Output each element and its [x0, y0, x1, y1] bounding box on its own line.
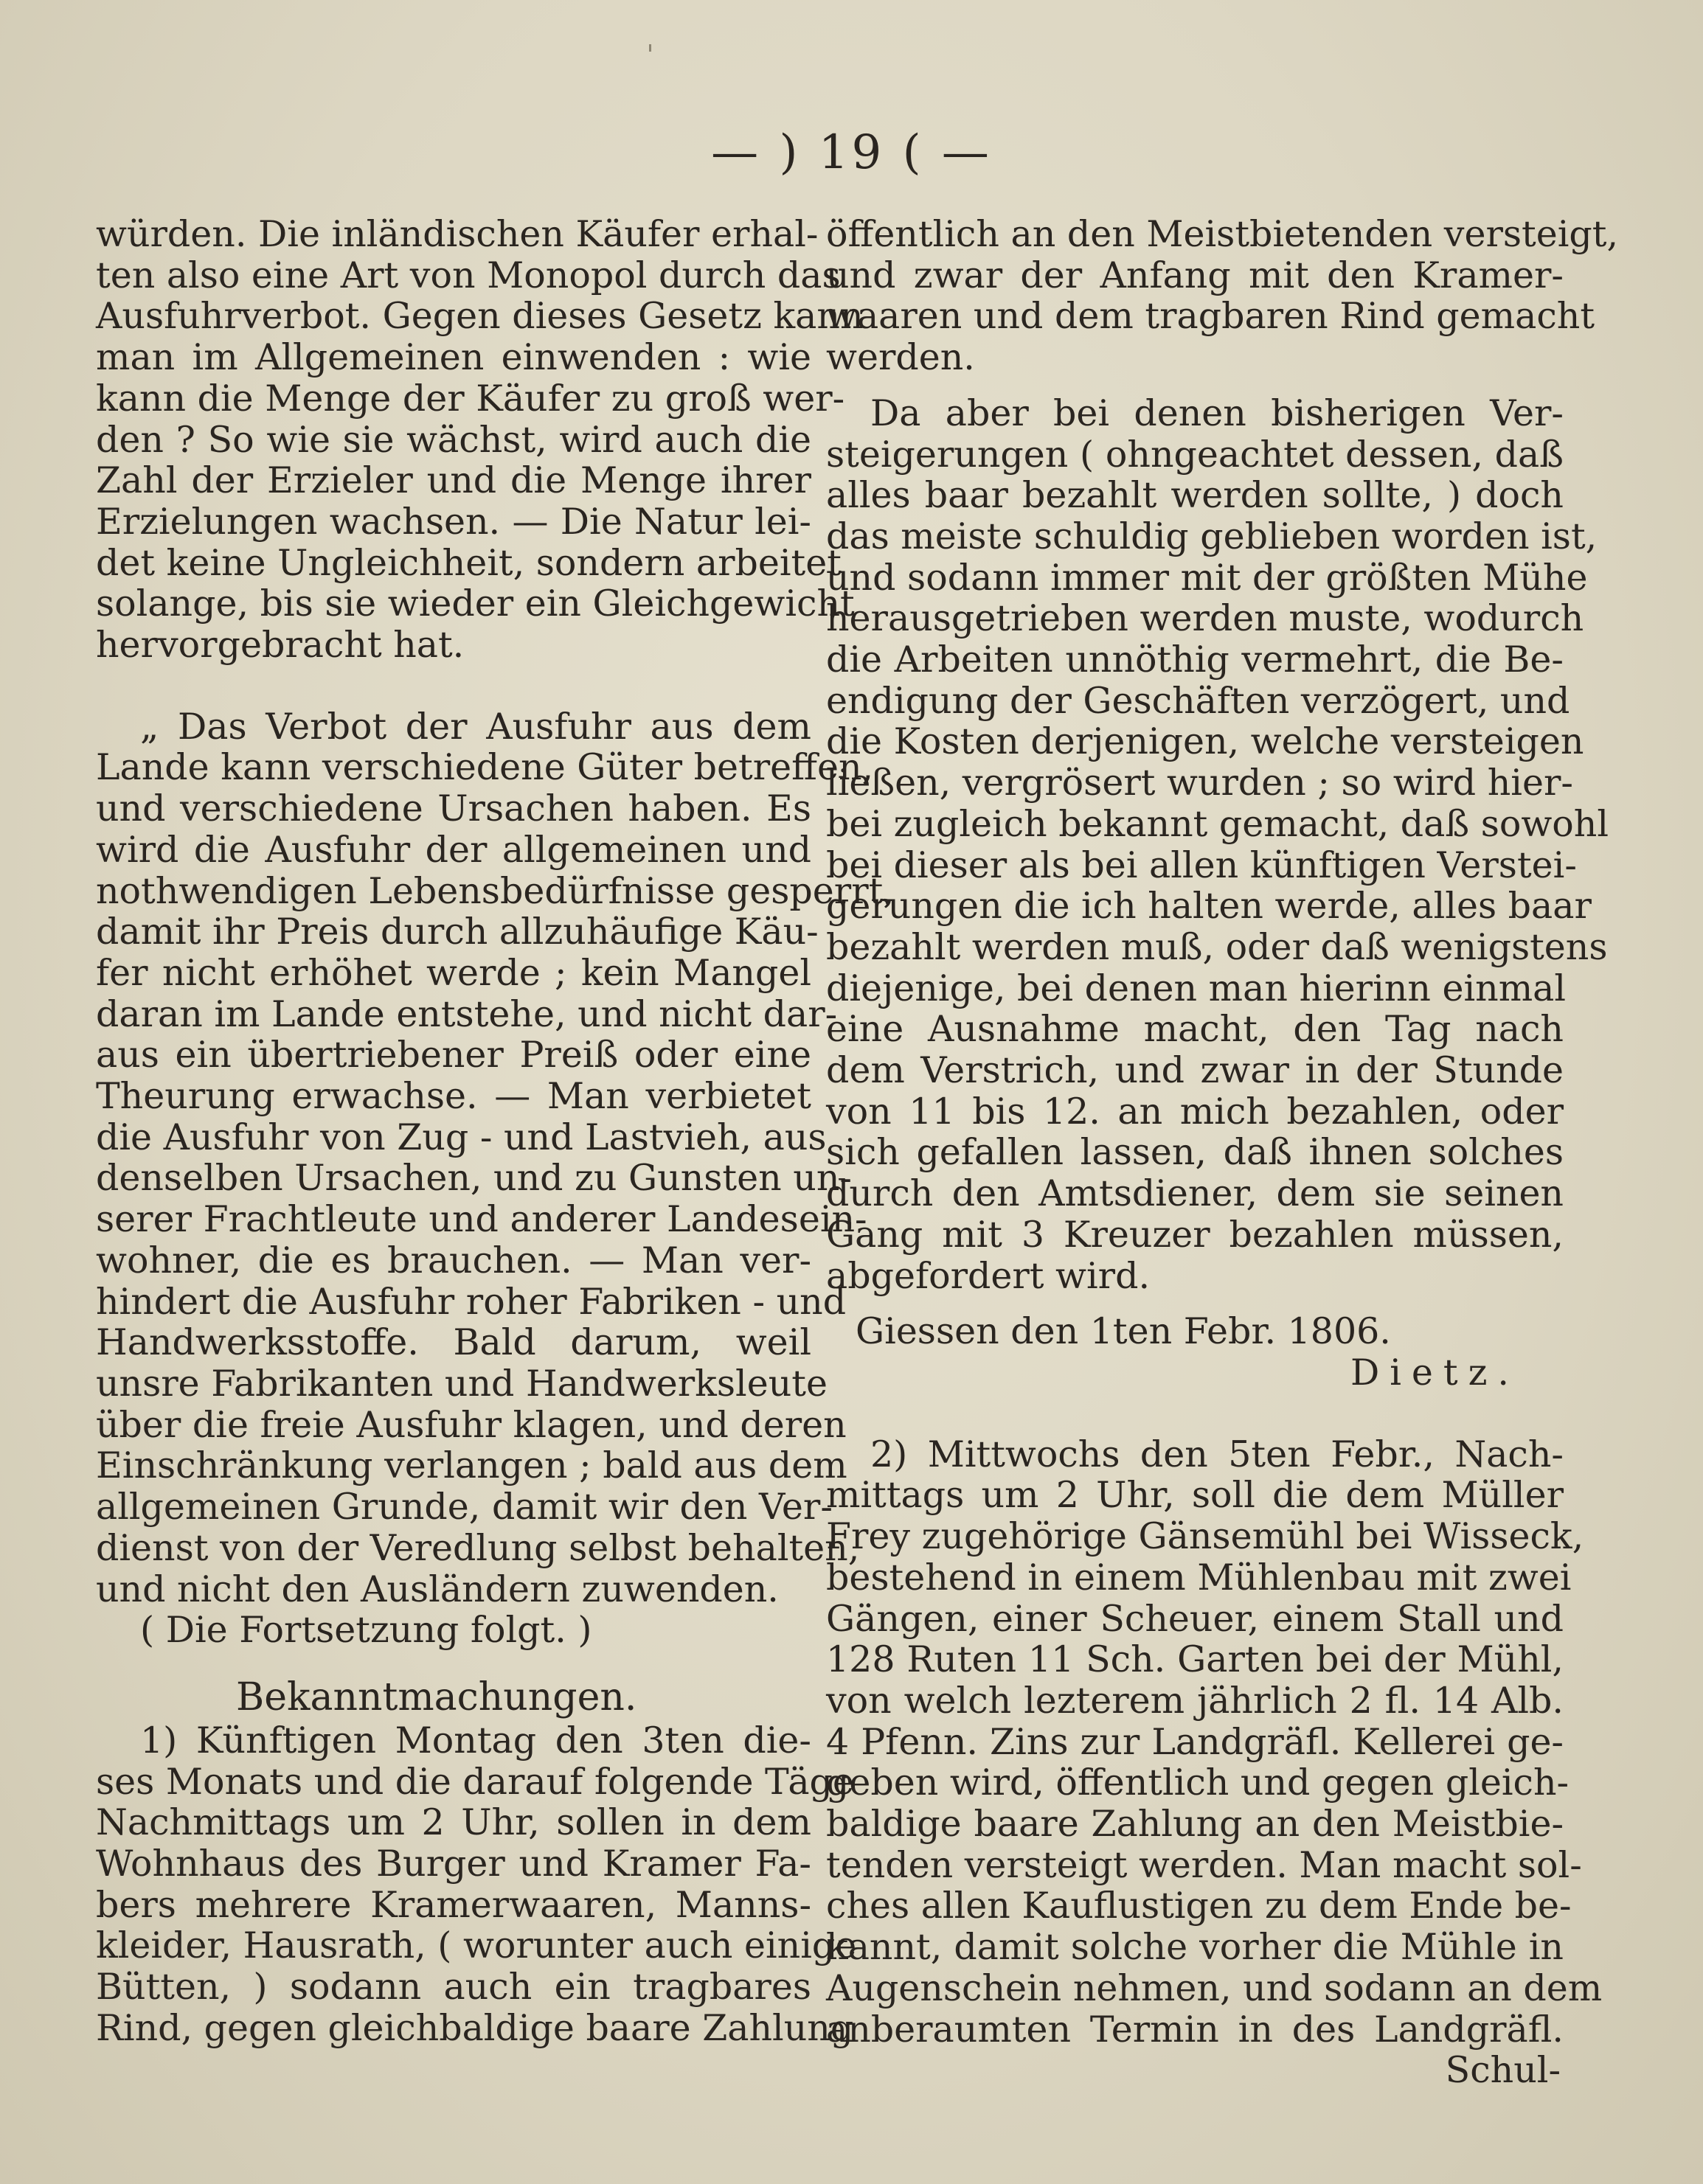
text-line: 128 Ruten 11 Sch. Garten bei der Mühl, — [826, 1638, 1564, 1681]
text-line: mittags um 2 Uhr, soll die dem Müller — [826, 1474, 1564, 1517]
text-line: Wohnhaus des Burger und Kramer Fa- — [96, 1843, 811, 1885]
signature: Dietz. — [1350, 1351, 1519, 1394]
text-line: Frey zugehörige Gänsemühl bei Wisseck, — [826, 1515, 1584, 1558]
section-heading: Bekanntmachungen. — [236, 1674, 637, 1719]
text-line: abgefordert wird. — [826, 1254, 1151, 1297]
article-paragraph-1 — [96, 213, 864, 667]
text-line: nothwendigen Lebensbedürfnisse gesperrt, — [96, 869, 895, 912]
text-line: Zahl der Erzieler und die Menge ihrer — [96, 459, 811, 502]
text-line: alles baar bezahlt werden sollte, ) doch — [826, 474, 1564, 517]
notice-1-continued — [826, 213, 1619, 379]
text-line: bei dieser als bei allen künftigen Verstei- — [826, 844, 1577, 886]
text-line: tenden versteigt werden. Man macht sol- — [826, 1843, 1582, 1886]
text-line: endigung der Geschäften verzögert, und — [826, 679, 1570, 722]
text-line: durch den Amtsdiener, dem sie seinen — [826, 1172, 1564, 1215]
text-line: Gängen, einer Scheuer, einem Stall und — [826, 1597, 1564, 1640]
notice-2 — [826, 1433, 1603, 2051]
text-line: und nicht den Ausländern zuwenden. — [96, 1568, 779, 1610]
text-line: den ? So wie sie wächst, wird auch die — [96, 418, 811, 461]
text-line: und zwar der Anfang mit den Kramer- — [826, 254, 1564, 296]
paragraph-gap — [826, 1296, 1564, 1311]
text-line: bers mehrere Kramerwaaren, Manns- — [96, 1883, 811, 1926]
text-line: hindert die Ausfuhr roher Fabriken - und — [96, 1280, 847, 1323]
text-line: Da aber bei denen bisherigen Ver- — [870, 392, 1564, 434]
text-line: serer Frachtleute und anderer Landesein- — [96, 1198, 867, 1241]
text-line: aus ein übertriebener Preiß oder eine — [96, 1034, 811, 1077]
text-line: Bütten, ) sodann auch ein tragbares — [96, 1966, 811, 2009]
text-line: kann die Menge der Käufer zu groß wer- — [96, 377, 845, 420]
text-line: ches allen Kauflustigen zu dem Ende be- — [826, 1885, 1572, 1927]
text-line: Theurung erwachse. — Man verbietet — [96, 1075, 811, 1118]
text-line: wird die Ausfuhr der allgemeinen und — [96, 828, 811, 871]
text-line: und sodann immer mit der größten Mühe — [826, 556, 1588, 599]
text-line: allgemeinen Grunde, damit wir den Ver- — [96, 1486, 833, 1529]
text-line: Einschränkung verlangen ; bald aus dem — [96, 1444, 847, 1487]
text-line: fer nicht erhöhet werde ; kein Mangel — [96, 951, 811, 994]
text-line: waaren und dem tragbaren Rind gemacht — [826, 295, 1595, 338]
paragraph-gap — [826, 1394, 1564, 1434]
fold-mark — [649, 44, 651, 52]
text-line: werden. — [826, 336, 975, 379]
text-line: die Kosten derjenigen, welche versteigen — [826, 720, 1584, 763]
text-line: man im Allgemeinen einwenden : wie — [96, 336, 811, 379]
text-line: anberaumten Termin in des Landgräfl. — [826, 2008, 1564, 2051]
text-line: damit ihr Preis durch allzuhäufige Käu- — [96, 911, 819, 953]
text-line: die Ausfuhr von Zug - und Lastvieh, aus — [96, 1116, 827, 1158]
text-line: geben wird, öffentlich und gegen gleich- — [826, 1762, 1570, 1804]
text-line: solange, bis sie wieder ein Gleichgewicht — [96, 582, 855, 625]
place-date: Giessen den 1ten Febr. 1806. — [856, 1310, 1391, 1353]
page-number: — ) 19 ( — — [711, 125, 992, 180]
text-line: denselben Ursachen, und zu Gunsten un- — [96, 1157, 852, 1200]
text-line: öffentlich an den Meistbietenden versteigt, — [826, 213, 1619, 255]
text-line: diejenige, bei denen man hierinn einmal — [826, 967, 1567, 1009]
section-gap — [96, 1651, 811, 1666]
text-line: unsre Fabrikanten und Handwerksleute — [96, 1362, 828, 1405]
text-line: ten also eine Art von Monopol durch das — [96, 254, 841, 296]
text-line: bezahlt werden muß, oder daß wenigstens — [826, 925, 1608, 968]
right-column — [826, 213, 1619, 2092]
text-line: 4 Pfenn. Zins zur Landgräfl. Kellerei ge- — [826, 1720, 1564, 1763]
text-line: von welch lezterem jährlich 2 fl. 14 Alb. — [826, 1679, 1564, 1722]
text-line: dem Verstrich, und zwar in der Stunde — [826, 1049, 1564, 1092]
text-line: die Arbeiten unnöthig vermehrt, die Be- — [826, 639, 1564, 681]
text-line: kleider, Hausrath, ( worunter auch einige — [96, 1924, 857, 1967]
article-paragraph-2 — [96, 705, 895, 1610]
catchword: Schul- — [1445, 2049, 1561, 2092]
text-line: Nachmittags um 2 Uhr, sollen in dem — [96, 1801, 811, 1844]
text-line: bestehend in einem Mühlenbau mit zwei — [826, 1556, 1572, 1599]
text-line: eine Ausnahme macht, den Tag nach — [826, 1008, 1564, 1051]
text-line: Ausfuhrverbot. Gegen dieses Gesetz kann — [96, 295, 864, 338]
text-line: det keine Ungleichheit, sondern arbeitet — [96, 541, 842, 584]
left-column — [96, 213, 895, 2049]
text-line: steigerungen ( ohngeachtet dessen, daß — [826, 433, 1564, 476]
text-line: baldige baare Zahlung an den Meistbie- — [826, 1803, 1564, 1846]
text-line: und verschiedene Ursachen haben. Es — [96, 787, 811, 830]
text-line: Lande kann verschiedene Güter betreffen, — [96, 746, 874, 789]
paragraph-gap — [826, 378, 1564, 393]
text-line: „ Das Verbot der Ausfuhr aus dem — [140, 705, 811, 748]
text-line: das meiste schuldig geblieben worden ist, — [826, 515, 1598, 557]
text-line: herausgetrieben werden muste, wodurch — [826, 597, 1584, 640]
text-line: Erzielungen wachsen. — Die Natur lei- — [96, 500, 811, 543]
text-line: kannt, damit solche vorher die Mühle in — [826, 1926, 1564, 1969]
text-line: Gang mit 3 Kreuzer bezahlen müssen, — [826, 1213, 1564, 1256]
text-line: von 11 bis 12. an mich bezahlen, oder — [826, 1090, 1564, 1133]
notice-1 — [96, 1719, 857, 2049]
paragraph-gap — [96, 666, 811, 706]
text-line: 1) Künftigen Montag den 3ten die- — [140, 1719, 811, 1762]
notice-1-paragraph-2 — [826, 392, 1609, 1297]
text-line: dienst von der Veredlung selbst behalten, — [96, 1526, 860, 1569]
text-line: daran im Lande entstehe, und nicht dar- — [96, 992, 838, 1035]
text-line: ließen, vergrösert wurden ; so wird hier- — [826, 762, 1573, 804]
text-line: gerungen die ich halten werde, alles baar — [826, 885, 1592, 928]
text-line: Rind, gegen gleichbaldige baare Zahlung — [96, 2006, 854, 2049]
text-line: hervorgebracht hat. — [96, 624, 465, 667]
text-line: Augenschein nehmen, und sodann an dem — [826, 1966, 1603, 2009]
text-line: sich gefallen lassen, daß ihnen solches — [826, 1131, 1564, 1174]
text-line: über die freie Ausfuhr klagen, und deren — [96, 1403, 847, 1446]
text-line: würden. Die inländischen Käufer erhal- — [96, 213, 819, 255]
text-line: Handwerksstoffe. Bald darum, weil — [96, 1321, 811, 1364]
continuation-note: ( Die Fortsetzung folgt. ) — [140, 1609, 592, 1652]
text-line: wohner, die es brauchen. — Man ver- — [96, 1239, 811, 1281]
text-line: bei zugleich bekannt gemacht, daß sowohl — [826, 802, 1609, 845]
text-line: ses Monats und die darauf folgende Täge — [96, 1760, 854, 1803]
text-line: 2) Mittwochs den 5ten Febr., Nach- — [870, 1433, 1564, 1475]
